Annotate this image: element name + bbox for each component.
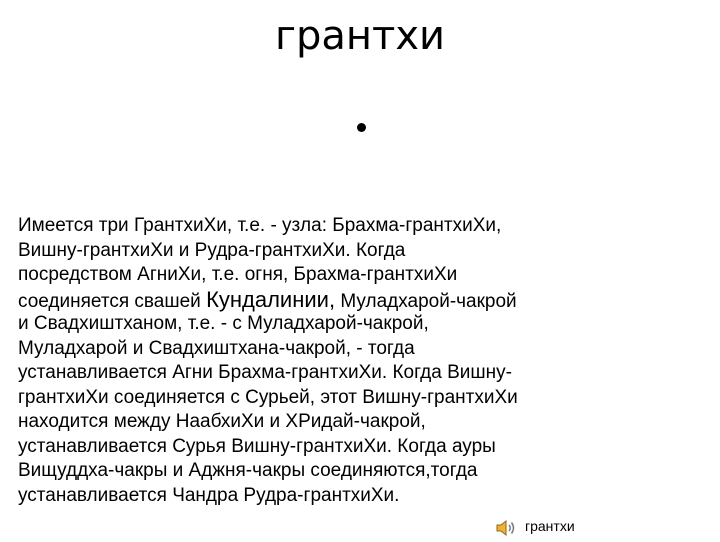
slide-body bbox=[18, 214, 718, 508]
body-line-4-end: Муладхарой-чакрой bbox=[335, 290, 517, 312]
body-line-8: грантхиХи соединяется с Сурьей, этот Вишну-грантхиХи bbox=[18, 386, 518, 408]
body-line-7: устанавливается Агни Брахма-грантхиХи. Когда Вишну- bbox=[18, 362, 512, 383]
body-line-6: Муладхарой и Свадхиштхана-чакрой, - тогда bbox=[18, 337, 415, 359]
body-line-4 bbox=[18, 288, 718, 313]
body-line-11: Вищуддха-чакры и Аджня-чакры соединяются,тогда bbox=[18, 460, 478, 481]
body-line-2: Вишну-грантхиХи и Рудра-грантхиХи. Когда bbox=[18, 239, 406, 261]
body-line-9: находится между НаабхиХи и ХРидай-чакрой, bbox=[18, 411, 426, 432]
body-line-1: Имеется три ГрантхиХи, т.е. - узла: Брахма-грантхиХи, bbox=[18, 215, 502, 236]
bullet-point bbox=[357, 123, 366, 132]
body-line-12: устанавливается Чандра Рудра-грантхиХи. bbox=[18, 484, 400, 506]
body-line-5: и Свадхиштханом, т.е. - с Муладхарой-чакрой, bbox=[18, 313, 429, 334]
kundalini-emphasis: Кундалинии, bbox=[206, 286, 336, 312]
speaker-icon[interactable] bbox=[495, 518, 517, 538]
slide-title: грантхи bbox=[274, 13, 446, 59]
audio-label[interactable]: грантхи bbox=[525, 518, 575, 534]
body-line-10: устанавливается Сурья Вишну-грантхиХи. Когда ауры bbox=[18, 435, 496, 457]
body-line-3: посредством АгниХи, т.е. огня, Брахма-грантхиХи bbox=[18, 264, 458, 285]
body-line-4-start: соединяется свашей bbox=[18, 290, 207, 312]
